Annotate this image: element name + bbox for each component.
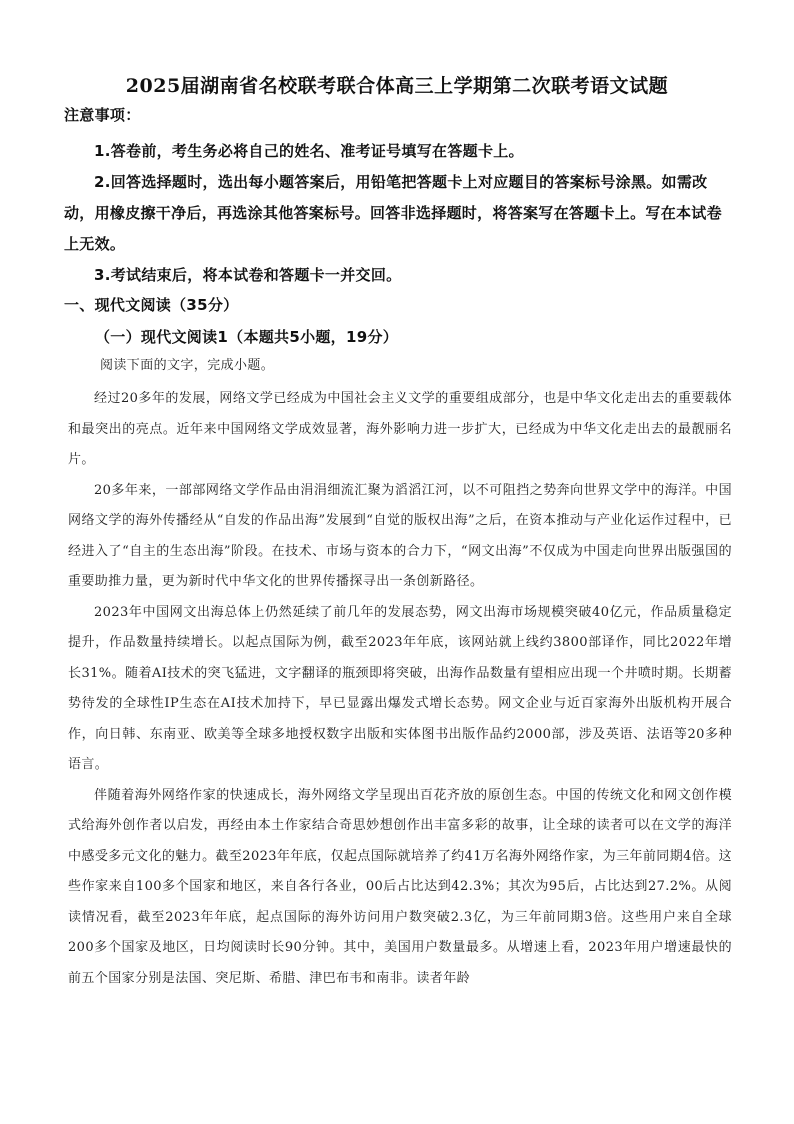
instruction-item-2: 2.回答选择题时，选出每小题答案后，用铅笔把答题卡上对应题目的答案标号涂黑。如需改动，用橡皮擦干净后，再选涂其他答案标号。回答非选择题时，将答案写在答题卡上。写在本试卷上无效。: [64, 173, 722, 253]
passage-paragraph: 2023年中国网文出海总体上仍然延续了前几年的发展态势，网文出海市场规模突破40亿元，作品质量稳定提升，作品数量持续增长。以起点国际为例，截至2023年年底，该网站就上线约3800部译作，同比2022年增长31%。随着AI技术的突飞猛进，文字翻译的瓶颈即将突破，出海作品数量有望相应出现一个井喷时期。长期蓄势待发的全球性IP生态在AI技术加持下，早已显露出爆发式增长态势。网文企业与近百家海外出版机构开展合作，向日韩、东南亚、欧美等全球多地授权数字出版和实体图书出版作品约2000部，涉及英语、法语等20多种语言。: [68, 604, 732, 772]
reading-passage: [68, 384, 732, 994]
section-heading: 一、现代文阅读（35分）: [64, 296, 239, 314]
passage-paragraph: 20多年来，一部部网络文学作品由涓涓细流汇聚为滔滔江河，以不可阻挡之势奔向世界文学中的海洋。中国网络文学的海外传播经从“自发的作品出海”发展到“自觉的版权出海”之后，在资本推动与产业化运作过程中，已经进入了“自主的生态出海”阶段。在技术、市场与资本的合力下，“网文出海”不仅成为中国走向世界出版强国的重要助推力量，更为新时代中华文化的世界传播探寻出一条创新路径。: [68, 482, 732, 589]
instruction-item-1: 1.答卷前，考生务必将自己的姓名、准考证号填写在答题卡上。: [94, 142, 524, 160]
passage-paragraph: 经过20多年的发展，网络文学已经成为中国社会主义文学的重要组成部分，也是中华文化走出去的重要载体和最突出的亮点。近年来中国网络文学成效显著，海外影响力进一步扩大，已经成为中华文化走出去的最靓丽名片。: [68, 391, 732, 467]
passage-paragraph: 伴随着海外网络作家的快速成长，海外网络文学呈现出百花齐放的原创生态。中国的传统文化和网文创作模式给海外创作者以启发，再经由本土作家结合奇思妙想创作出丰富多彩的故事，让全球的读者可以在文学的海洋中感受多元文化的魅力。截至2023年年底，仅起点国际就培养了约41万名海外网络作家，为三年前同期4倍。这些作家来自100多个国家和地区，来自各行各业，00后占比达到42.3%；其次为95后，占比达到27.2%。从阅读情况看，截至2023年年底，起点国际的海外访问用户数突破2.3亿，为三年前同期3倍。这些用户来自全球200多个国家及地区，日均阅读时长90分钟。其中，美国用户数量最多。从增速上看，2023年用户增速最快的前五个国家分别是法国、突尼斯、希腊、津巴布韦和南非。读者年龄: [68, 787, 732, 986]
exam-title: 2025届湖南省名校联考联合体高三上学期第二次联考语文试题: [125, 75, 669, 97]
instruction-list: [64, 136, 732, 291]
subsection-heading: （一）现代文阅读1（本题共5小题，19分）: [95, 328, 399, 346]
instruction-item-3: 3.考试结束后，将本试卷和答题卡一并交回。: [94, 266, 402, 284]
reading-intro: 阅读下面的文字，完成小题。: [100, 358, 275, 373]
notice-heading: 注意事项：: [64, 106, 141, 124]
